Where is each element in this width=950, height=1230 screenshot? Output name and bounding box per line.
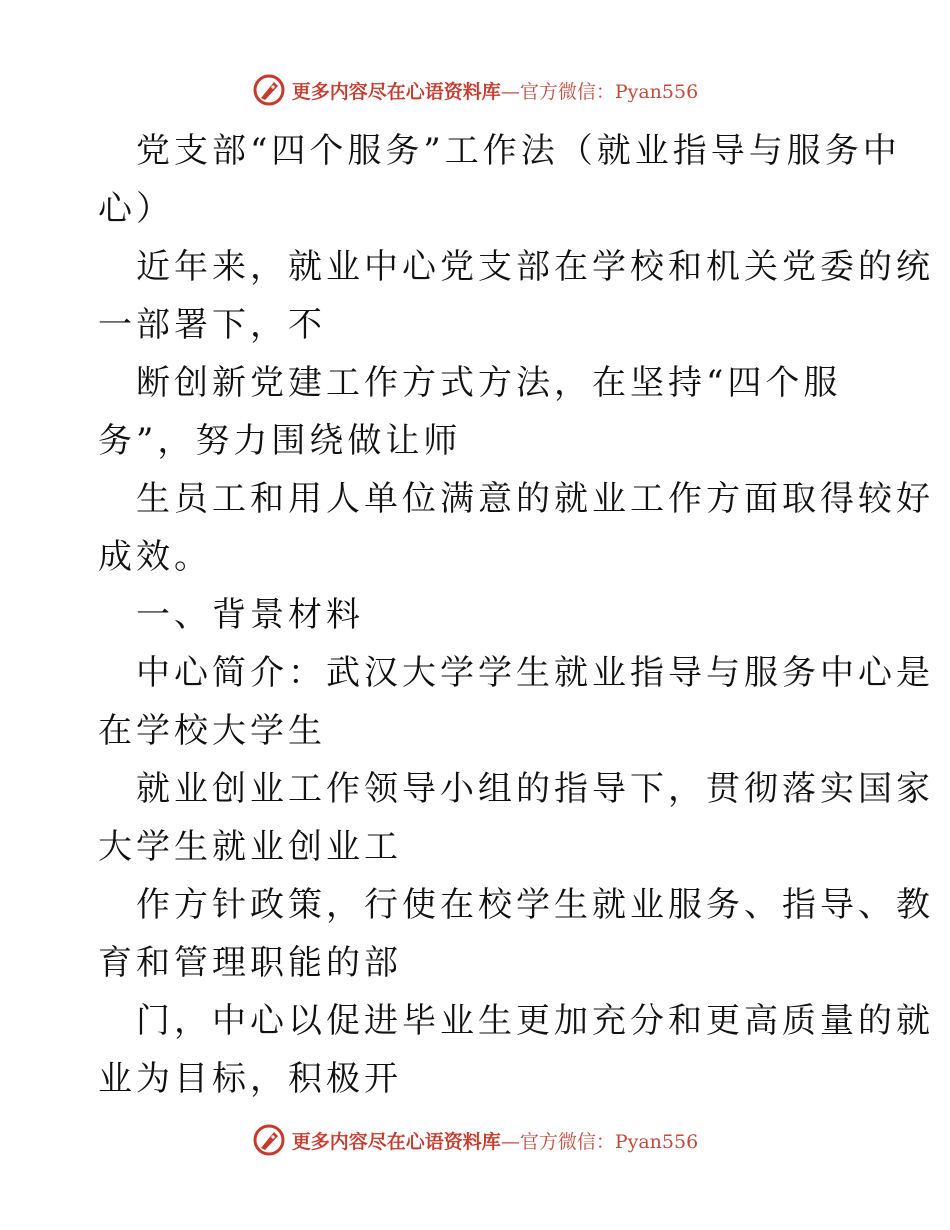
watermark-contact: 官方微信： [519,80,615,103]
watermark-handle: Pyan556 [614,1130,699,1153]
watermark-brand: 更多内容尽在心语资料库 [291,80,501,103]
doc-line: 近年来，就业中心党支部在学校和机关党委的统 [136,247,934,287]
watermark-dash: — [500,80,520,103]
doc-line: 作方针政策，行使在校学生就业服务、指导、教 [136,885,934,925]
doc-line: 生员工和用人单位满意的就业工作方面取得较好 [136,479,934,519]
doc-line: 务”，努力围绕做让师 [98,421,462,461]
watermark-text [292,1127,698,1154]
doc-line: 在学校大学生 [98,711,326,751]
doc-line: 成效。 [98,537,212,577]
doc-line: 党支部“四个服务”工作法（就业指导与服务中 [136,131,901,171]
watermark-contact: 官方微信： [519,1130,615,1153]
pen-nib-icon [252,1123,286,1157]
watermark-brand: 更多内容尽在心语资料库 [291,1130,501,1153]
doc-line: 心） [98,189,174,229]
footer-watermark-inner [252,1123,698,1157]
header-watermark-inner [252,73,698,107]
watermark-handle: Pyan556 [614,80,699,103]
watermark-dash: — [500,1130,520,1153]
doc-line: 大学生就业创业工 [98,827,402,867]
document-body [98,122,934,1108]
header-watermark [0,70,950,110]
doc-line: 育和管理职能的部 [98,943,402,983]
doc-line: 一部署下，不 [98,305,326,345]
doc-line: 断创新党建工作方式方法，在坚持“四个服 [136,363,842,403]
watermark-text [292,77,698,104]
footer-watermark [0,1120,950,1160]
doc-line: 业为目标，积极开 [98,1059,402,1099]
doc-line: 就业创业工作领导小组的指导下，贯彻落实国家 [136,769,934,809]
pen-nib-icon [252,73,286,107]
doc-line: 门，中心以促进毕业生更加充分和更高质量的就 [136,1001,934,1041]
doc-line: 中心简介：武汉大学学生就业指导与服务中心是 [136,653,934,693]
section-heading: 一、背景材料 [136,595,364,635]
